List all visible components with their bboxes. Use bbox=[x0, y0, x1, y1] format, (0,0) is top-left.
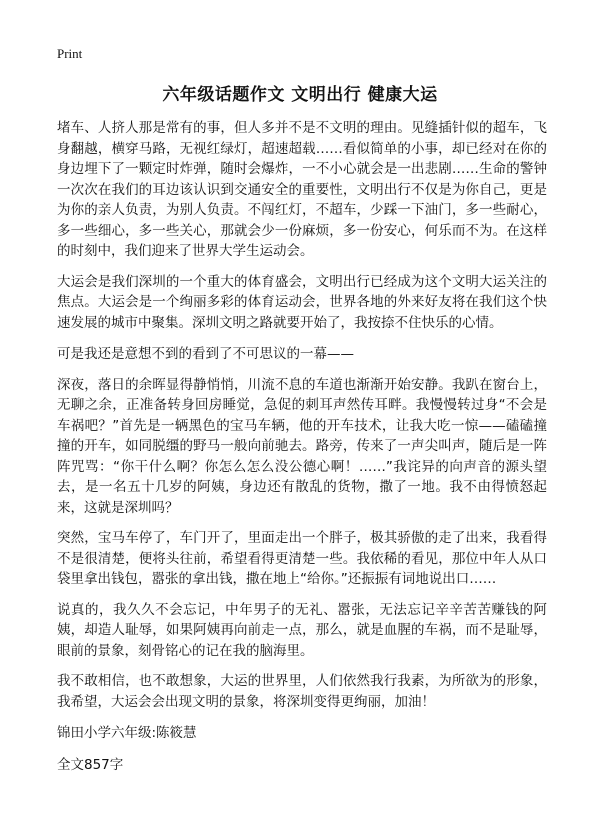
print-link[interactable]: Print bbox=[57, 46, 83, 61]
document-body bbox=[57, 118, 547, 775]
word-count: 全文857字 bbox=[57, 756, 124, 773]
paragraph-6: 说真的，我久久不会忘记，中年男子的无礼、嚣张，无法忘记辛辛苦苦赚钱的阿姨，却造人耻辱，如果阿姨再向前走一点，那么，就是血腥的车祸，而不是耻辱，眼前的景象，刻骨铭心的记在我的脑海里。 bbox=[57, 601, 547, 659]
author-line: 锦田小学六年级:陈筱慧 bbox=[57, 725, 197, 741]
paragraph-5: 突然，宝马车停了，车门开了，里面走出一个胖子，极其骄傲的走了出来，我看得不是很清楚，便将头往前，希望看得更清楚一些。我依稀的看见，那位中年人从口袋里拿出钱包，嚣张的拿出钱，撒在地上“给你。”还振振有词地说出口…… bbox=[57, 530, 547, 587]
document-title: 六年级话题作文 文明出行 健康大运 bbox=[162, 85, 438, 105]
paragraph-1: 堵车、人挤人那是常有的事，但人多并不是不文明的理由。见缝插针似的超车，飞身翻越，横穿马路，无视红绿灯，超速超载……看似简单的小事，却已经对在你的身边埋下了一颗定时炸弹，随时会爆炸，一不小心就会是一出悲剧……生命的警钟一次次在我们的耳边该认识到交通安全的重要性，文明出行不仅是为你自己，更是为你的亲人负责，为别人负责。不闯红灯，不超车，少踩一下油门，多一些耐心，多一些细心，多一些关心，那就会少一份麻烦，多一份安心，何乐而不为。在这样的时刻中，我们迎来了世界大学生运动会。 bbox=[57, 120, 547, 259]
paragraph-3: 可是我还是意想不到的看到了不可思议的一幕—— bbox=[57, 346, 354, 362]
paragraph-4: 深夜，落日的余晖显得静悄悄，川流不息的车道也渐渐开始安静。我趴在窗台上，无聊之余，正准备转身回房睡觉，急促的刺耳声然传耳畔。我慢慢转过身“不会是车祸吧？”首先是一辆黑色的宝马车辆，他的开车技术，让我大吃一惊——磕磕撞撞的开车，如同脱缰的野马一般向前驰去。路旁，传来了一声尖叫声，随后是一阵阵咒骂：“你干什么啊？你怎么怎么没公德心啊！……”我诧异的向声音的源头望去，是一名五十几岁的阿姨，身边还有散乱的货物，撒了一地。我不由得愤怒起来，这就是深圳吗？ bbox=[57, 376, 547, 516]
paragraph-2: 大运会是我们深圳的一个重大的体育盛会，文明出行已经成为这个文明大运关注的焦点。大运会是一个绚丽多彩的体育运动会，世界各地的外来好友将在我们这个快速发展的城市中聚集。深圳文明之路就要开始了，我按捺不住快乐的心情。 bbox=[57, 273, 547, 331]
paragraph-7: 我不敢相信，也不敢想象，大运的世界里，人们依然我行我素，为所欲为的形象，我希望，大运会会出现文明的景象，将深圳变得更绚丽，加油！ bbox=[57, 673, 547, 710]
